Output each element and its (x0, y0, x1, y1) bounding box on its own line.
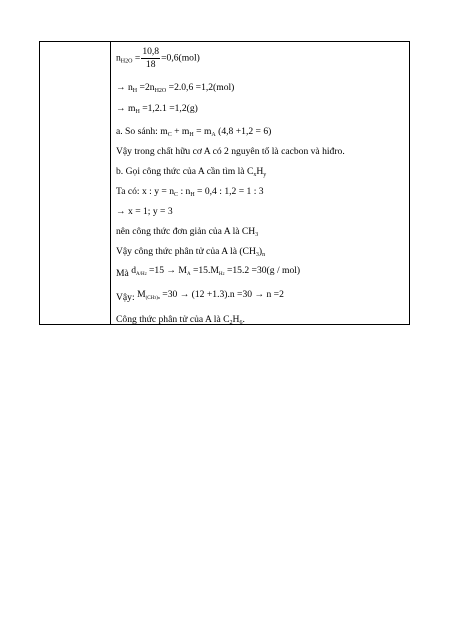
compare-line: a. So sánh: $m_C + m_H = m_A$ (4,8 +1,2 = 6) (116, 126, 272, 138)
formula-setup: b. Gọi công thức của A cần tìm là $C_xH_y$ (116, 166, 267, 178)
molar-mass-line: Mà $d_{A/H2} =15 \to M_A =15.M_{H2} =15.2 =30(g / mol)$ (116, 265, 301, 279)
solve-n-line: Vậy: $M_{(CH3)n} =30 \to (12 +1.3).n =30 \to n =2$ (116, 289, 284, 303)
ratio-line: Ta có: x : $y = n_C$ : $n_H = 0,4$ : 1,2 = 1 : 3 (116, 186, 264, 198)
fraction: $\frac{10,8}{18}$ (142, 46, 160, 70)
final-formula: Công thức phân tử của A là $C_2H_6$. (116, 314, 245, 326)
column-divider (110, 42, 111, 324)
conclusion-elements: Vậy trong chất hữu cơ A có 2 nguyên tố là cacbon và hiđro. (116, 146, 345, 157)
simple-formula: nên công thức đơn giản của A là $CH_3$ (116, 226, 259, 238)
eq-m-h: → $m_H =1,2.1 =1,2(g)$ (116, 103, 198, 115)
molecular-formula-form: Vậy công thức phân tử của A là $(CH_3)_n$ (116, 246, 266, 258)
eq-n-h: → $n_H =2n_{H2O} =2.0,6 =1,2(mol)$ (116, 82, 235, 94)
answer-table (39, 41, 410, 325)
xy-values: → x = 1; y = 3 (116, 206, 173, 217)
eq-n-h2o: $n_{H2O}$ = $\frac{10,8}{18}$ =0,6(mol) (116, 46, 200, 70)
